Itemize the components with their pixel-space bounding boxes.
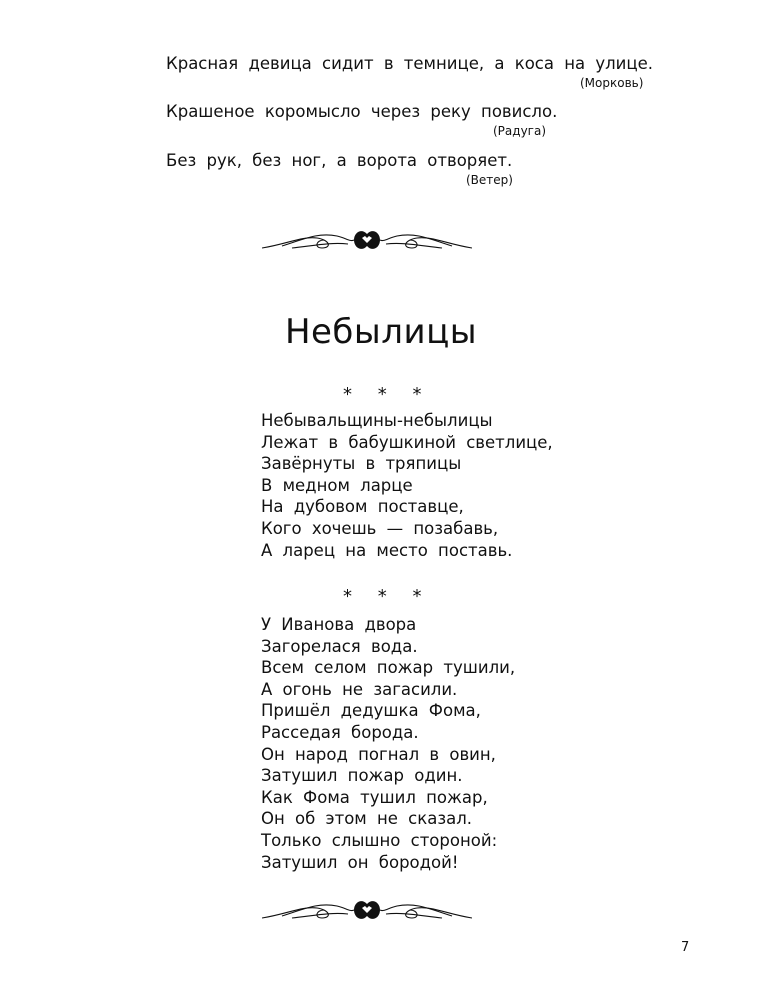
poem-line: Кого хочешь — позабавь, [261, 518, 499, 538]
poem-line: Завёрнуты в тряпицы [261, 454, 462, 474]
poem-line: Небывальщины-небылицы [261, 411, 493, 430]
riddle-1 [166, 54, 654, 90]
ornament-divider-top [262, 226, 472, 254]
riddle-2 [166, 102, 558, 138]
poem-line: А ларец на место поставь. [261, 540, 513, 560]
riddle-question: Крашеное коромысло через реку повисло. [166, 102, 558, 121]
riddle-3 [166, 151, 513, 187]
poem-line: Затушил пожар один. [261, 766, 463, 786]
page-number: 7 [681, 940, 690, 955]
riddle-answer: (Ветер) [466, 173, 513, 187]
riddle-question: Красная девица сидит в темнице, а коса на улице. [166, 54, 654, 73]
poem-line: В медном ларце [261, 475, 413, 495]
poem-line: Только слышно стороной: [261, 830, 498, 850]
ornament-divider-bottom [262, 896, 472, 924]
riddle-answer: (Радуга) [493, 124, 547, 138]
poem-line: Расседая борода. [261, 722, 419, 742]
riddle-answer: (Морковь) [580, 76, 644, 90]
poem-1 [261, 410, 553, 561]
poem-line: Пришёл дедушка Фома, [261, 701, 481, 721]
poem-line: А огонь не загасили. [261, 679, 458, 699]
stars-separator: * * * [343, 586, 432, 607]
poem-line: Загорелася вода. [261, 636, 418, 656]
poem-line: Затушил он бородой! [261, 852, 459, 872]
poem-line: На дубовом поставце, [261, 497, 464, 517]
poem-line: Он народ погнал в овин, [261, 744, 496, 764]
poem-line: Он об этом не сказал. [261, 809, 472, 829]
riddle-question: Без рук, без ног, а ворота отворяет. [166, 151, 513, 170]
poem-line: Как Фома тушил пожар, [261, 787, 488, 807]
poem-line: Всем селом пожар тушили, [261, 658, 516, 678]
poem-line: У Иванова двора [261, 615, 417, 634]
section-title: Небылицы [284, 312, 478, 352]
poem-2 [261, 614, 515, 873]
stars-separator: * * * [343, 384, 432, 405]
poem-line: Лежат в бабушкиной светлице, [261, 432, 553, 452]
